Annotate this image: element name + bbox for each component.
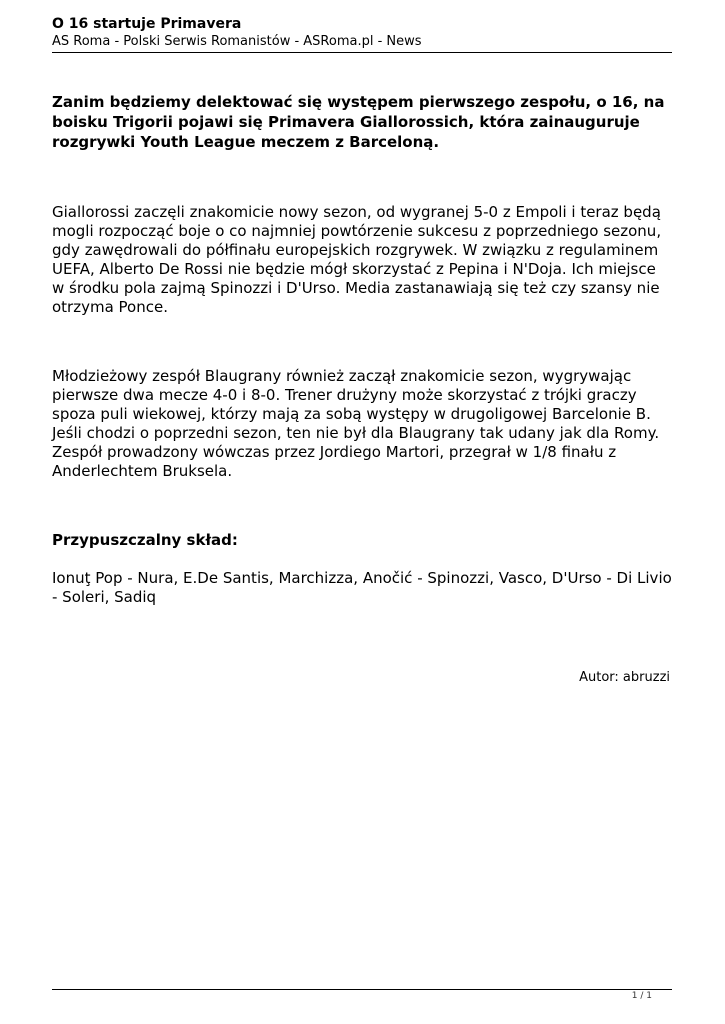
squad-list: Ionuţ Pop - Nura, E.De Santis, Marchizza, Anočić - Spinozzi, Vasco, D'Urso - Di Livio - Soleri, Sadiq — [52, 569, 672, 606]
document-header — [52, 16, 672, 50]
header-divider — [52, 52, 672, 53]
article-author: Autor: abruzzi — [579, 670, 670, 685]
footer-divider — [52, 989, 672, 990]
document-title: O 16 startuje Primavera — [52, 16, 242, 32]
document-subtitle: AS Roma - Polski Serwis Romanistów - ASRoma.pl - News — [52, 34, 422, 49]
article-paragraph: Młodzieżowy zespół Blaugrany również zaczął znakomicie sezon, wygrywając pierwsze dwa mecze 4-0 i 8-0. Trener drużyny może skorzystać z trójki graczy spoza puli wiekowej, którzy mają za sobą występy w drugoligowej Barcelonie B. Jeśli chodzi o poprzedni sezon, ten nie był dla Blaugrany tak udany jak dla Romy. Zespół prowadzony wówczas przez Jordiego Martori, przegrał w 1/8 finału z Anderlechtem Bruksela. — [52, 367, 660, 480]
article-paragraph: Giallorossi zaczęli znakomicie nowy sezon, od wygranej 5-0 z Empoli i teraz będą mogli rozpocząć boje o co najmniej powtórzenie sukcesu z poprzedniego sezonu, gdy zawędrowali do półfinału europejskich rozgrywek. W związku z regulaminem UEFA, Alberto De Rossi nie będzie mógł skorzystać z Pepina i N'Doja. Ich miejsce w środku pola zajmą Spinozzi i D'Urso. Media zastanawiają się też czy szansy nie otrzyma Ponce. — [52, 203, 662, 316]
squad-heading: Przypuszczalny skład: — [52, 531, 238, 549]
page-number: 1 / 1 — [631, 991, 652, 1001]
article-lead: Zanim będziemy delektować się występem pierwszego zespołu, o 16, na boisku Trigorii pojawi się Primavera Giallorossich, która zainauguruje rozgrywki Youth League meczem z Barceloną. — [52, 93, 665, 151]
